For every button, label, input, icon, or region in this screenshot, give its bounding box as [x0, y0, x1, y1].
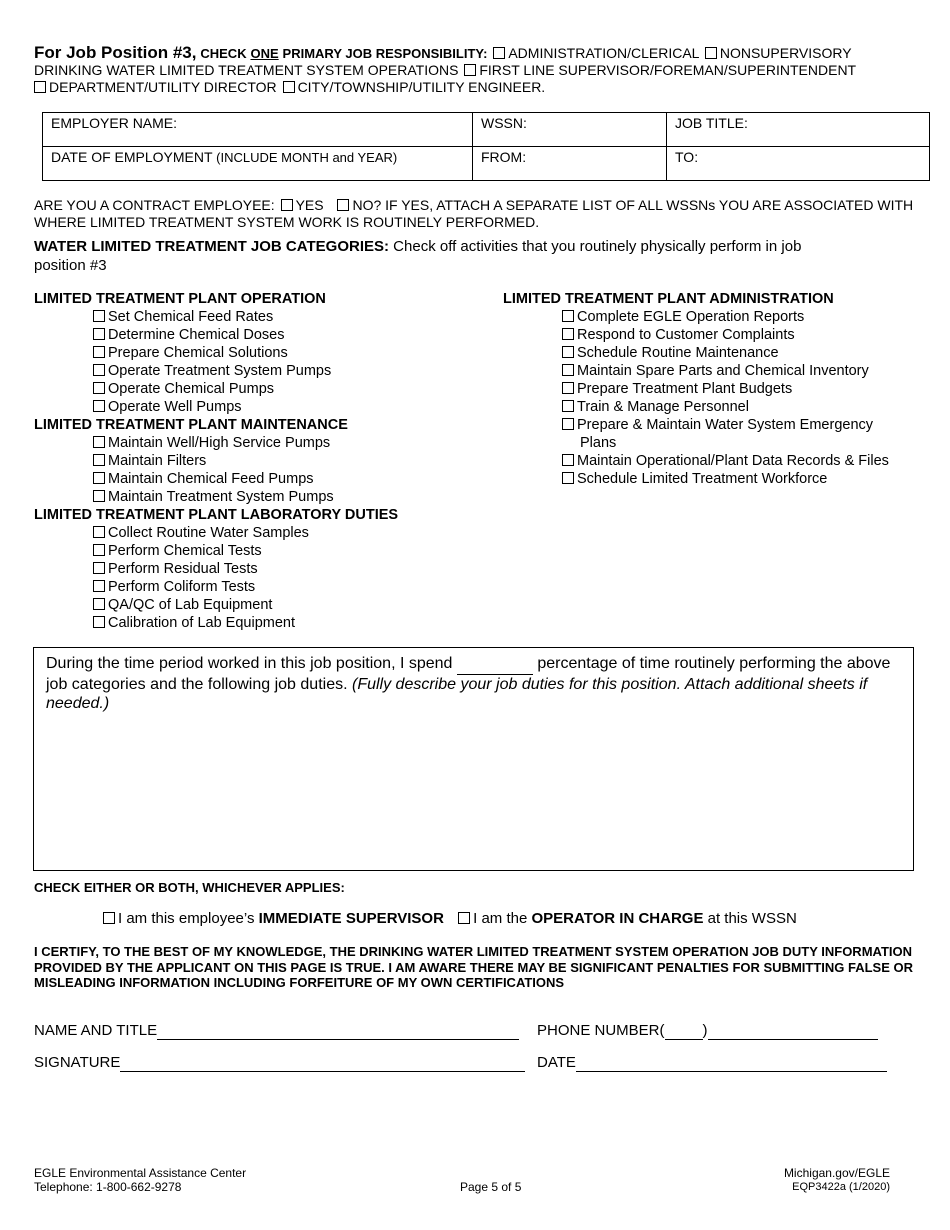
operation-title: LIMITED TREATMENT PLANT OPERATION [34, 291, 326, 307]
name-title-label: NAME AND TITLE [34, 1022, 158, 1039]
job-categories-instruction: Check off activities that you routinely physically perform in job position #3 [34, 238, 802, 274]
footer-site: Michigan.gov/EGLE [783, 1166, 890, 1180]
responsibility-supervisor-checkbox[interactable] [464, 64, 476, 76]
doe-label: DATE OF EMPLOYMENT [51, 149, 213, 165]
operation-item[interactable]: Set Chemical Feed Rates [34, 308, 494, 326]
area-code-input[interactable] [665, 1022, 703, 1040]
wssn-label: WSSN: [481, 115, 527, 131]
responsibility-engineer-label: CITY/TOWNSHIP/UTILITY ENGINEER. [297, 79, 546, 95]
contract-yes-checkbox[interactable] [281, 199, 293, 211]
footer-org: EGLE Environmental Assistance Center [34, 1166, 247, 1180]
lab-item[interactable]: Perform Chemical Tests [34, 542, 494, 560]
admin-item[interactable]: Complete EGLE Operation Reports [503, 308, 943, 326]
lab-item[interactable]: Perform Residual Tests [34, 560, 494, 578]
lab-item[interactable]: Calibration of Lab Equipment [34, 614, 494, 632]
job-title-label: JOB TITLE: [675, 115, 748, 131]
employer-name-label: EMPLOYER NAME: [51, 115, 178, 131]
phone-input[interactable] [708, 1022, 878, 1040]
phone-label: PHONE NUMBER( [537, 1022, 665, 1039]
right-categories-column [503, 290, 943, 488]
check-one: ONE [250, 46, 279, 61]
duties-text-b: percentage of time routinely performing the above job categories and the following job duties. [46, 655, 891, 693]
supervisor-heading: CHECK EITHER OR BOTH, WHICHEVER APPLIES: [34, 880, 345, 895]
to-field[interactable] [667, 147, 930, 181]
phone-row [537, 1022, 878, 1040]
lab-title: LIMITED TREATMENT PLANT LABORATORY DUTIES [34, 507, 399, 523]
from-label: FROM: [481, 149, 527, 165]
lab-item[interactable]: QA/QC of Lab Equipment [34, 596, 494, 614]
responsibility-director-label: DEPARTMENT/UTILITY DIRECTOR [49, 79, 277, 95]
responsibility-supervisor-label: FIRST LINE SUPERVISOR/FOREMAN/SUPERINTENDENT [479, 62, 857, 78]
operation-item[interactable]: Operate Well Pumps [34, 398, 494, 416]
signature-row [34, 1054, 525, 1072]
job-position-title: For Job Position #3, [34, 43, 197, 62]
admin-item[interactable]: Schedule Limited Treatment Workforce [503, 470, 943, 488]
contract-no-checkbox[interactable] [337, 199, 349, 211]
doe-note: (INCLUDE MONTH and YEAR) [216, 150, 398, 165]
maintenance-item[interactable]: Maintain Well/High Service Pumps [34, 434, 494, 452]
contract-yes-label: YES [295, 197, 324, 213]
responsibility-admin-label: ADMINISTRATION/CLERICAL [508, 45, 699, 61]
operation-item[interactable]: Prepare Chemical Solutions [34, 344, 494, 362]
job-duties-box[interactable] [33, 647, 914, 871]
operator-in-charge-label: OPERATOR IN CHARGE [531, 910, 704, 927]
operation-item[interactable]: Operate Chemical Pumps [34, 380, 494, 398]
maintenance-item[interactable]: Maintain Treatment System Pumps [34, 488, 494, 506]
operation-item[interactable]: Determine Chemical Doses [34, 326, 494, 344]
admin-item[interactable]: Maintain Spare Parts and Chemical Inventory [503, 362, 943, 380]
employer-table [42, 112, 930, 181]
operator-in-charge-checkbox[interactable] [458, 912, 470, 924]
footer-form-number: EQP3422a (1/2020) [792, 1181, 890, 1193]
left-categories-column [34, 290, 494, 632]
signature-label: SIGNATURE [34, 1054, 121, 1071]
date-row [537, 1054, 887, 1072]
maintenance-item[interactable]: Maintain Filters [34, 452, 494, 470]
responsibility-nonsupervisory-checkbox[interactable] [705, 47, 717, 59]
immediate-supervisor-label: IMMEDIATE SUPERVISOR [258, 910, 444, 927]
admin-item[interactable]: Prepare Treatment Plant Budgets [503, 380, 943, 398]
admin-item[interactable]: Maintain Operational/Plant Data Records & Files [503, 452, 943, 470]
contract-question [34, 197, 914, 231]
signature-input[interactable] [120, 1054, 525, 1072]
phone-close: ) [702, 1022, 708, 1039]
admin-item[interactable]: Train & Manage Personnel [503, 398, 943, 416]
responsibility-nonsupervisory-label: NONSUPERVISORY DRINKING WATER LIMITED TREATMENT SYSTEM OPERATIONS [34, 45, 852, 78]
admin-item[interactable]: Respond to Customer Complaints [503, 326, 943, 344]
wssn-field[interactable] [473, 113, 667, 147]
job-position-header [34, 44, 914, 96]
date-input[interactable] [576, 1054, 887, 1072]
contract-question-label: ARE YOU A CONTRACT EMPLOYEE: [34, 197, 275, 213]
responsibility-engineer-checkbox[interactable] [283, 81, 295, 93]
immediate-supervisor-checkbox[interactable] [103, 912, 115, 924]
to-label: TO: [675, 149, 699, 165]
admin-item-continuation: Plans [580, 435, 617, 451]
check-post: PRIMARY JOB RESPONSIBILITY: [282, 46, 488, 61]
maintenance-title: LIMITED TREATMENT PLANT MAINTENANCE [34, 417, 348, 433]
footer-left [34, 1166, 246, 1194]
operation-item[interactable]: Operate Treatment System Pumps [34, 362, 494, 380]
admin-item[interactable]: Prepare & Maintain Water System Emergency [503, 416, 943, 434]
maintenance-item[interactable]: Maintain Chemical Feed Pumps [34, 470, 494, 488]
contract-no-label: NO? IF YES, ATTACH A SEPARATE LIST OF ALL WSSNs YOU ARE ASSOCIATED WITH WHERE LIMITED TREATMENT SYSTEM WORK IS ROUTINELY PERFORMED. [34, 197, 914, 230]
opt2-pre: I am the [473, 910, 528, 927]
footer-right [784, 1166, 890, 1194]
job-categories-intro [34, 237, 854, 275]
certification-statement: I CERTIFY, TO THE BEST OF MY KNOWLEDGE, THE DRINKING WATER LIMITED TREATMENT SYSTEM OPERATION JOB DUTY INFORMATION PROVIDED BY THE APPLICANT ON THIS PAGE IS TRUE. I AM AWARE THERE MAY BE SIGNIFICANT PENALTIES FOR SUBMITTING FALSE OR MISLEADING INFORMATION INCLUDING FORFEITURE OF MY OWN CERTIFICATIONS [34, 944, 914, 990]
admin-item[interactable]: Schedule Routine Maintenance [503, 344, 943, 362]
date-of-employment-cell [43, 147, 473, 181]
opt1-pre: I am this employee’s [118, 910, 255, 927]
responsibility-director-checkbox[interactable] [34, 81, 46, 93]
duties-text-italic: (Fully describe your job duties for this position. Attach additional sheets if needed.) [46, 675, 868, 712]
name-title-input[interactable] [157, 1022, 519, 1040]
job-categories-heading: WATER LIMITED TREATMENT JOB CATEGORIES: [34, 238, 389, 255]
employer-name-field[interactable] [43, 113, 473, 147]
responsibility-admin-checkbox[interactable] [493, 47, 505, 59]
check-pre: CHECK [200, 46, 247, 61]
admin-title: LIMITED TREATMENT PLANT ADMINISTRATION [503, 291, 834, 307]
lab-item[interactable]: Collect Routine Water Samples [34, 524, 494, 542]
footer-telephone: Telephone: 1-800-662-9278 [34, 1180, 182, 1194]
name-title-row [34, 1022, 519, 1040]
from-field[interactable] [473, 147, 667, 181]
job-title-field[interactable] [667, 113, 930, 147]
duties-text-a: During the time period worked in this job position, I spend [46, 655, 453, 672]
page-number: Page 5 of 5 [460, 1180, 522, 1194]
supervisor-options [101, 910, 797, 927]
date-label: DATE [537, 1054, 576, 1071]
opt2-post: at this WSSN [707, 910, 797, 927]
percentage-blank[interactable] [457, 654, 533, 675]
lab-item[interactable]: Perform Coliform Tests [34, 578, 494, 596]
